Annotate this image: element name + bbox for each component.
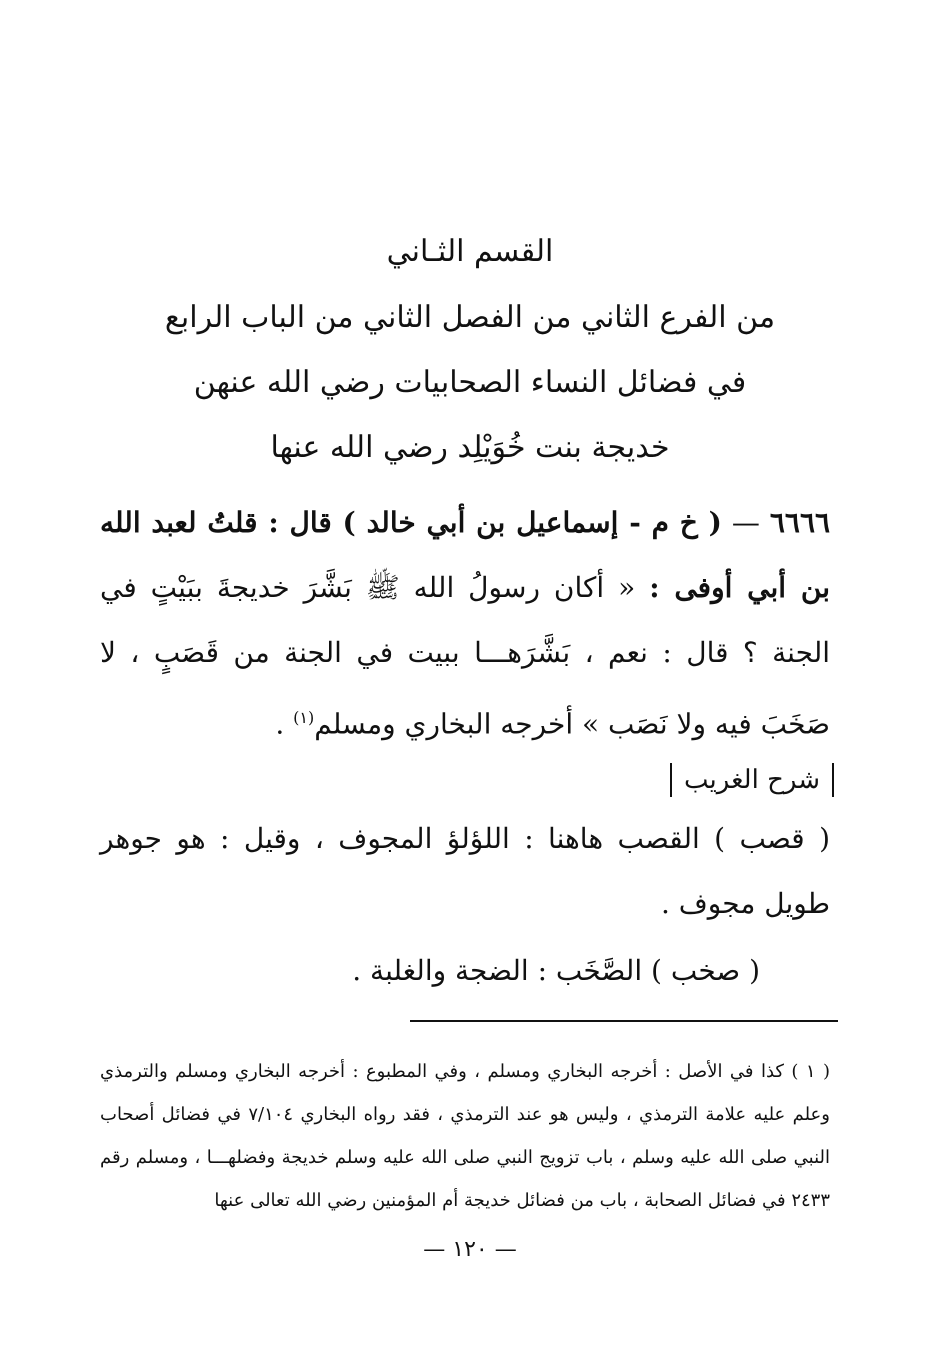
page-number: — ١٢٠ —	[423, 1237, 517, 1262]
section-subtitle: من الفرع الثاني من الفصل الثاني من الباب الرابع	[164, 300, 776, 335]
chapter-title: خديجة بنت خُوَيْلِد رضي الله عنها	[270, 430, 670, 465]
gloss-heading-label: شرح الغريب	[670, 763, 834, 797]
hadith-dash: —	[731, 506, 760, 539]
hadith-end: .	[275, 707, 285, 741]
hadith-paragraph	[100, 490, 830, 756]
section-title: القسم الثـاني	[386, 234, 554, 269]
footnote-reference: (١)	[293, 708, 315, 727]
gloss-entry-qasab: ( قصب ) القصب هاهنا : اللؤلؤ المجوف ، وقيل : هو جوهر طويل مجوف .	[100, 822, 830, 920]
hadith-number: ٦٦٦٦	[769, 506, 831, 539]
hadith-matn: « أكان رسولُ الله ﷺ بَشَّرَ خديجةَ ببَيْتٍ في الجنة ؟ قال : نعم ، بَشَّرَهـــا ببيت في الجنة من قَصَبٍ ، لا صَخَبَ فيه ولا نَصَب » أخرجه البخاري ومسلم	[100, 571, 831, 741]
gloss-entry-sakhab: ( صخب ) الصَّخَب : الضجة والغلبة .	[352, 954, 760, 987]
footnote-divider	[410, 1020, 838, 1022]
section-topic: في فضائل النساء الصحابيات رضي الله عنهن	[193, 365, 747, 400]
hadith-isnad: ( خ م - إسماعيل بن أبي خالد ) قال : قلتُ لعبد الله بن أبي أوفى :	[100, 506, 830, 604]
footnote: ( ١ ) كذا في الأصل : أخرجه البخاري ومسلم ، وفي المطبوع : أخرجه البخاري ومسلم والترمذي وعلم عليه علامة الترمذي ، وليس هو عند الترمذي ، فقد رواه البخاري ٧/١٠٤ في فضائل أصحاب النبي صلى الله عليه وسلم ، باب تزويج النبي صلى الله عليه وسلم خديجة وفضلهـــا ، ومسلم رقم ٢٤٣٣ في فضائل الصحابة ، باب من فضائل خديجة أم المؤمنين رضي الله تعالى عنها	[100, 1061, 830, 1211]
gloss-heading	[670, 760, 834, 800]
